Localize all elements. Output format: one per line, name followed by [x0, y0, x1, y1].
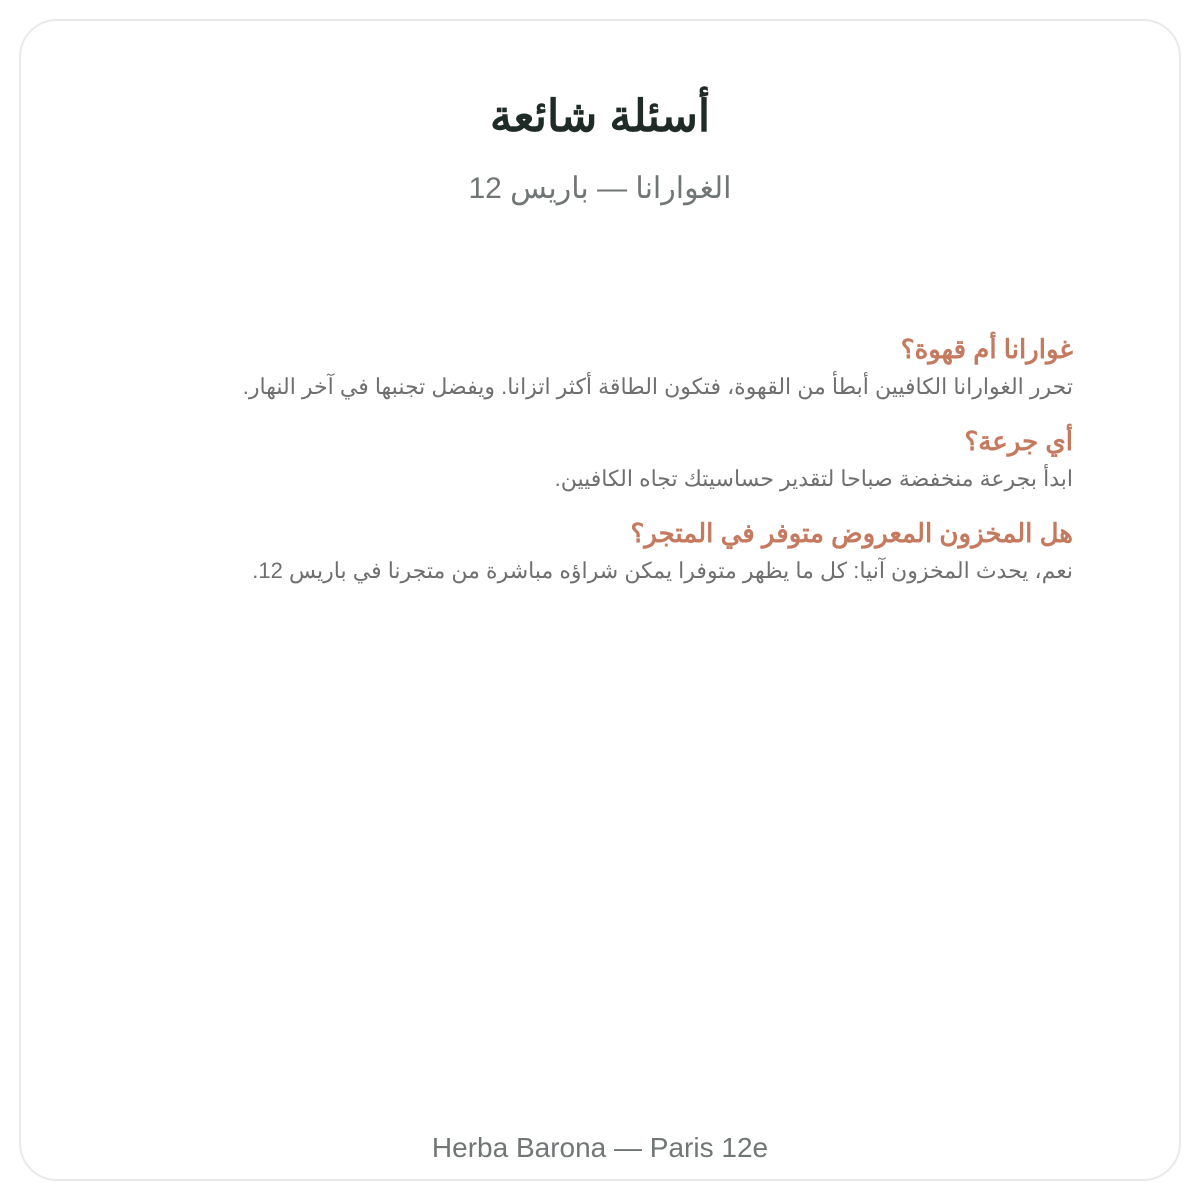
faq-item	[217, 331, 1073, 403]
faq-list	[217, 331, 1073, 607]
faq-item	[217, 423, 1073, 495]
page-title: أسئلة شائعة	[489, 92, 711, 141]
faq-card	[19, 19, 1181, 1181]
faq-answer: تحرر الغوارانا الكافيين أبطأ من القهوة، فتكون الطاقة أكثر اتزانا. ويفضل تجنبها في آخر النهار.	[242, 374, 1073, 399]
page-subtitle: الغوارانا — باريس 12	[468, 172, 732, 205]
faq-answer: ابدأ بجرعة منخفضة صباحا لتقدير حساسيتك تجاه الكافيين.	[554, 466, 1073, 491]
footer-brand: Herba Barona — Paris 12e	[431, 1132, 769, 1163]
faq-answer: نعم، يحدث المخزون آنيا: كل ما يظهر متوفرا يمكن شراؤه مباشرة من متجرنا في باريس 12.	[252, 558, 1073, 583]
faq-question: غوارانا أم قهوة؟	[900, 334, 1073, 364]
faq-question: هل المخزون المعروض متوفر في المتجر؟	[630, 518, 1073, 548]
faq-item	[217, 515, 1073, 587]
faq-question: أي جرعة؟	[964, 426, 1073, 456]
